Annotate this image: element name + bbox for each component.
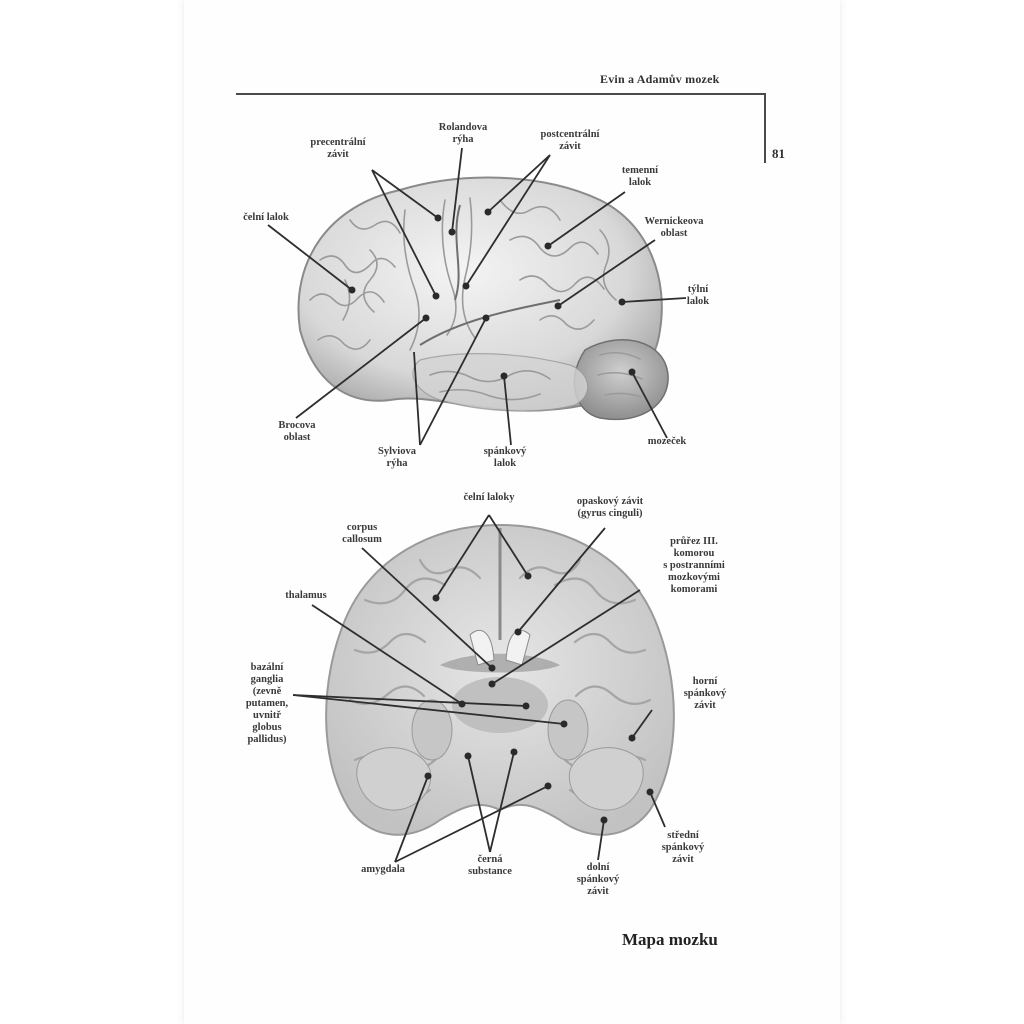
page-number: 81 <box>772 146 785 161</box>
label-inferior-temporal-gyrus: dolní spánkový závit <box>576 862 620 897</box>
label-third-ventricle-section: průřez III. komorou s postranními mozkovými komorami <box>663 536 725 595</box>
label-temporal-lobe: spánkový lalok <box>483 446 527 469</box>
label-substantia-nigra: černá substance <box>468 854 512 877</box>
label-amygdala: amygdala <box>361 864 405 875</box>
label-rolandic-fissure: Rolandova rýha <box>438 122 488 145</box>
coronal-section-figure <box>293 515 674 862</box>
label-cerebellum: mozeček <box>647 436 687 447</box>
figure-caption: Mapa mozku <box>622 930 718 949</box>
label-thalamus: thalamus <box>285 590 327 601</box>
label-postcentral-gyrus: postcentrální závit <box>540 129 600 152</box>
running-header: Evin a Adamův mozek <box>600 72 720 86</box>
label-corpus-callosum: corpus callosum <box>342 522 382 545</box>
basal-ganglia-right <box>548 700 588 760</box>
label-precentral-gyrus: precentrální závit <box>310 137 366 160</box>
label-cingulate-gyrus: opaskový závit (gyrus cinguli) <box>576 496 644 519</box>
label-sylvian-fissure: Sylviova rýha <box>378 446 416 469</box>
label-parietal-lobe: temenní lalok <box>621 165 659 188</box>
label-frontal-lobe: čelní lalok <box>243 212 289 223</box>
label-superior-temporal-gyrus: horní spánkový závit <box>683 676 727 711</box>
cerebellum-shape <box>574 340 668 420</box>
label-middle-temporal-gyrus: střední spánkový závit <box>661 830 705 865</box>
label-basal-ganglia: bazální ganglia (zevně putamen, uvnitř globus pallidus) <box>245 662 289 745</box>
lateral-brain-figure <box>268 148 686 445</box>
label-broca-area: Brocova oblast <box>278 420 316 443</box>
label-wernicke-area: Wernickeova oblast <box>644 216 704 239</box>
label-frontal-lobes: čelní laloky <box>463 492 515 503</box>
label-occipital-lobe: týlní lalok <box>686 284 710 307</box>
